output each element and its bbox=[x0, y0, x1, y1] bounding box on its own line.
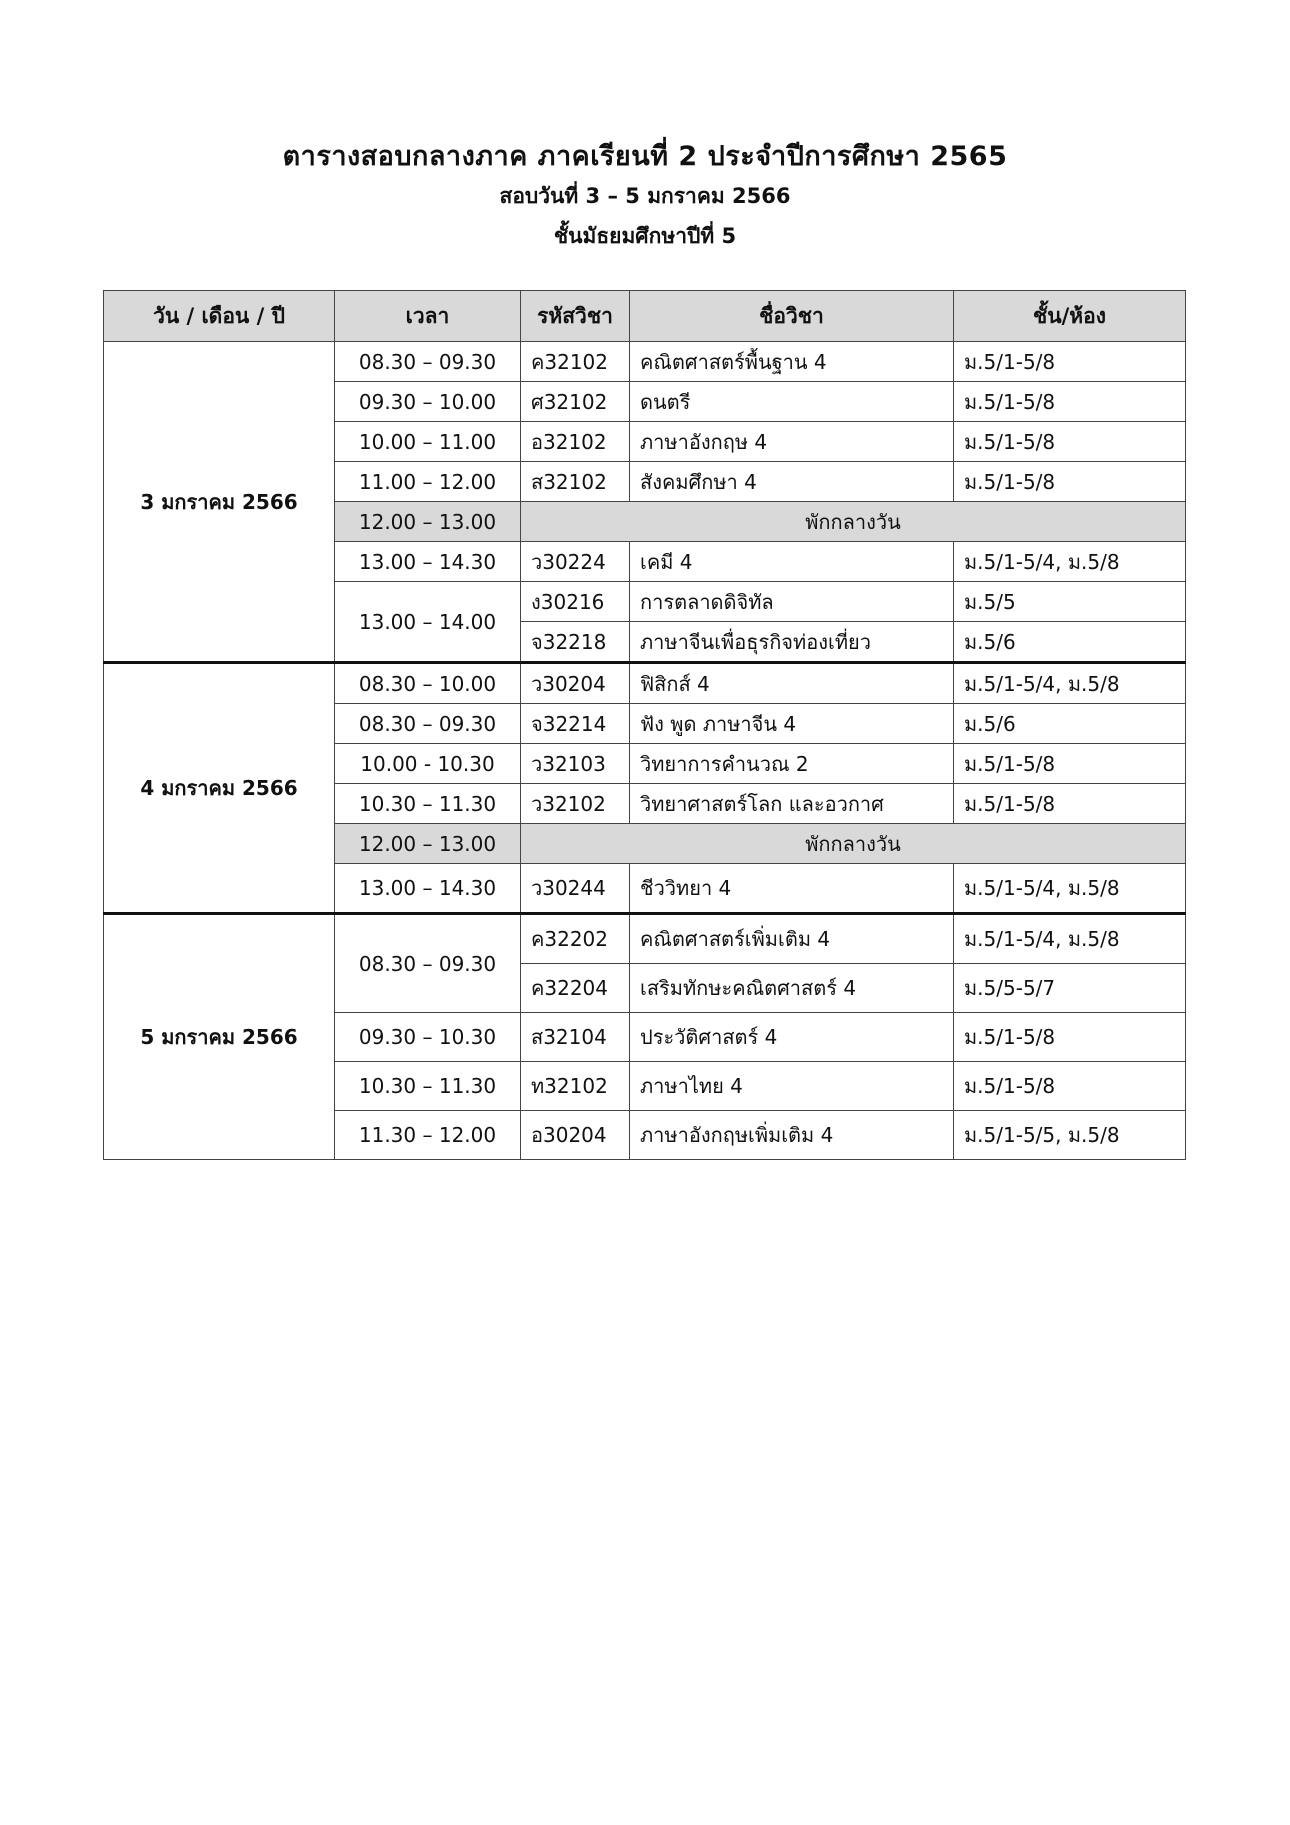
subject-name-cell: ภาษาอังกฤษ 4 bbox=[630, 422, 954, 462]
time-cell: 08.30 – 10.00 bbox=[335, 663, 521, 704]
subject-code-cell: ค32204 bbox=[521, 964, 630, 1013]
subject-name-cell: ดนตรี bbox=[630, 382, 954, 422]
subject-name-cell: คณิตศาสตร์เพิ่มเติม 4 bbox=[630, 914, 954, 964]
time-cell: 10.30 – 11.30 bbox=[335, 1062, 521, 1111]
column-header-code: รหัสวิชา bbox=[521, 291, 630, 342]
room-cell: ม.5/6 bbox=[954, 622, 1186, 663]
time-cell: 10.00 – 11.00 bbox=[335, 422, 521, 462]
time-cell: 09.30 – 10.30 bbox=[335, 1013, 521, 1062]
room-cell: ม.5/1-5/8 bbox=[954, 342, 1186, 382]
time-cell: 13.00 – 14.30 bbox=[335, 864, 521, 914]
room-cell: ม.5/1-5/8 bbox=[954, 1062, 1186, 1111]
lunch-break-label: พักกลางวัน bbox=[521, 502, 1186, 542]
room-cell: ม.5/1-5/8 bbox=[954, 1013, 1186, 1062]
subject-name-cell: การตลาดดิจิทัล bbox=[630, 582, 954, 622]
subject-code-cell: ส32102 bbox=[521, 462, 630, 502]
time-cell: 08.30 – 09.30 bbox=[335, 704, 521, 744]
room-cell: ม.5/1-5/8 bbox=[954, 784, 1186, 824]
page-title: ตารางสอบกลางภาค ภาคเรียนที่ 2 ประจำปีการศึกษา 2565 bbox=[282, 141, 1008, 172]
table-row bbox=[104, 663, 1186, 704]
table-row bbox=[104, 914, 1186, 964]
subject-name-cell: ภาษาจีนเพื่อธุรกิจท่องเที่ยว bbox=[630, 622, 954, 663]
subject-code-cell: อ32102 bbox=[521, 422, 630, 462]
subject-code-cell: ว32102 bbox=[521, 784, 630, 824]
time-cell: 12.00 – 13.00 bbox=[335, 824, 521, 864]
room-cell: ม.5/1-5/4, ม.5/8 bbox=[954, 663, 1186, 704]
room-cell: ม.5/5 bbox=[954, 582, 1186, 622]
subject-code-cell: ว30224 bbox=[521, 542, 630, 582]
room-cell: ม.5/5-5/7 bbox=[954, 964, 1186, 1013]
subject-code-cell: ว30244 bbox=[521, 864, 630, 914]
subject-code-cell: อ30204 bbox=[521, 1111, 630, 1160]
exam-schedule-table bbox=[103, 290, 1186, 1160]
subject-name-cell: เสริมทักษะคณิตศาสตร์ 4 bbox=[630, 964, 954, 1013]
subject-name-cell: เคมี 4 bbox=[630, 542, 954, 582]
room-cell: ม.5/6 bbox=[954, 704, 1186, 744]
room-cell: ม.5/1-5/4, ม.5/8 bbox=[954, 914, 1186, 964]
column-header-date: วัน / เดือน / ปี bbox=[104, 291, 335, 342]
exam-date-cell: 3 มกราคม 2566 bbox=[104, 342, 335, 663]
exam-dates-subtitle: สอบวันที่ 3 – 5 มกราคม 2566 bbox=[499, 184, 791, 208]
room-cell: ม.5/1-5/8 bbox=[954, 382, 1186, 422]
subject-name-cell: ฟิสิกส์ 4 bbox=[630, 663, 954, 704]
room-cell: ม.5/1-5/4, ม.5/8 bbox=[954, 864, 1186, 914]
subject-name-cell: ประวัติศาสตร์ 4 bbox=[630, 1013, 954, 1062]
subject-code-cell: ค32202 bbox=[521, 914, 630, 964]
room-cell: ม.5/1-5/4, ม.5/8 bbox=[954, 542, 1186, 582]
subject-code-cell: จ32214 bbox=[521, 704, 630, 744]
subject-code-cell: ศ32102 bbox=[521, 382, 630, 422]
time-cell: 13.00 – 14.30 bbox=[335, 542, 521, 582]
lunch-break-label: พักกลางวัน bbox=[521, 824, 1186, 864]
subject-name-cell: ชีววิทยา 4 bbox=[630, 864, 954, 914]
exam-date-cell: 5 มกราคม 2566 bbox=[104, 914, 335, 1160]
subject-code-cell: ง30216 bbox=[521, 582, 630, 622]
time-cell: 11.30 – 12.00 bbox=[335, 1111, 521, 1160]
subject-code-cell: ค32102 bbox=[521, 342, 630, 382]
exam-date-cell: 4 มกราคม 2566 bbox=[104, 663, 335, 914]
subject-code-cell: ท32102 bbox=[521, 1062, 630, 1111]
room-cell: ม.5/1-5/8 bbox=[954, 744, 1186, 784]
time-cell: 09.30 – 10.00 bbox=[335, 382, 521, 422]
time-cell: 08.30 – 09.30 bbox=[335, 914, 521, 1013]
time-cell: 12.00 – 13.00 bbox=[335, 502, 521, 542]
time-cell: 13.00 – 14.00 bbox=[335, 582, 521, 663]
grade-level-subtitle: ชั้นมัธยมศึกษาปีที่ 5 bbox=[553, 224, 737, 248]
time-cell: 11.00 – 12.00 bbox=[335, 462, 521, 502]
column-header-subject: ชื่อวิชา bbox=[630, 291, 954, 342]
table-header-row bbox=[104, 291, 1186, 342]
column-header-room: ชั้น/ห้อง bbox=[954, 291, 1186, 342]
time-cell: 08.30 – 09.30 bbox=[335, 342, 521, 382]
subject-code-cell: จ32218 bbox=[521, 622, 630, 663]
subject-code-cell: ส32104 bbox=[521, 1013, 630, 1062]
subject-name-cell: สังคมศึกษา 4 bbox=[630, 462, 954, 502]
room-cell: ม.5/1-5/5, ม.5/8 bbox=[954, 1111, 1186, 1160]
subject-name-cell: วิทยาศาสตร์โลก และอวกาศ bbox=[630, 784, 954, 824]
room-cell: ม.5/1-5/8 bbox=[954, 422, 1186, 462]
subject-name-cell: วิทยาการคำนวณ 2 bbox=[630, 744, 954, 784]
time-cell: 10.00 - 10.30 bbox=[335, 744, 521, 784]
room-cell: ม.5/1-5/8 bbox=[954, 462, 1186, 502]
column-header-time: เวลา bbox=[335, 291, 521, 342]
subject-name-cell: ภาษาไทย 4 bbox=[630, 1062, 954, 1111]
subject-name-cell: ฟัง พูด ภาษาจีน 4 bbox=[630, 704, 954, 744]
subject-code-cell: ว30204 bbox=[521, 663, 630, 704]
subject-name-cell: คณิตศาสตร์พื้นฐาน 4 bbox=[630, 342, 954, 382]
time-cell: 10.30 – 11.30 bbox=[335, 784, 521, 824]
subject-code-cell: ว32103 bbox=[521, 744, 630, 784]
subject-name-cell: ภาษาอังกฤษเพิ่มเติม 4 bbox=[630, 1111, 954, 1160]
table-row bbox=[104, 342, 1186, 382]
